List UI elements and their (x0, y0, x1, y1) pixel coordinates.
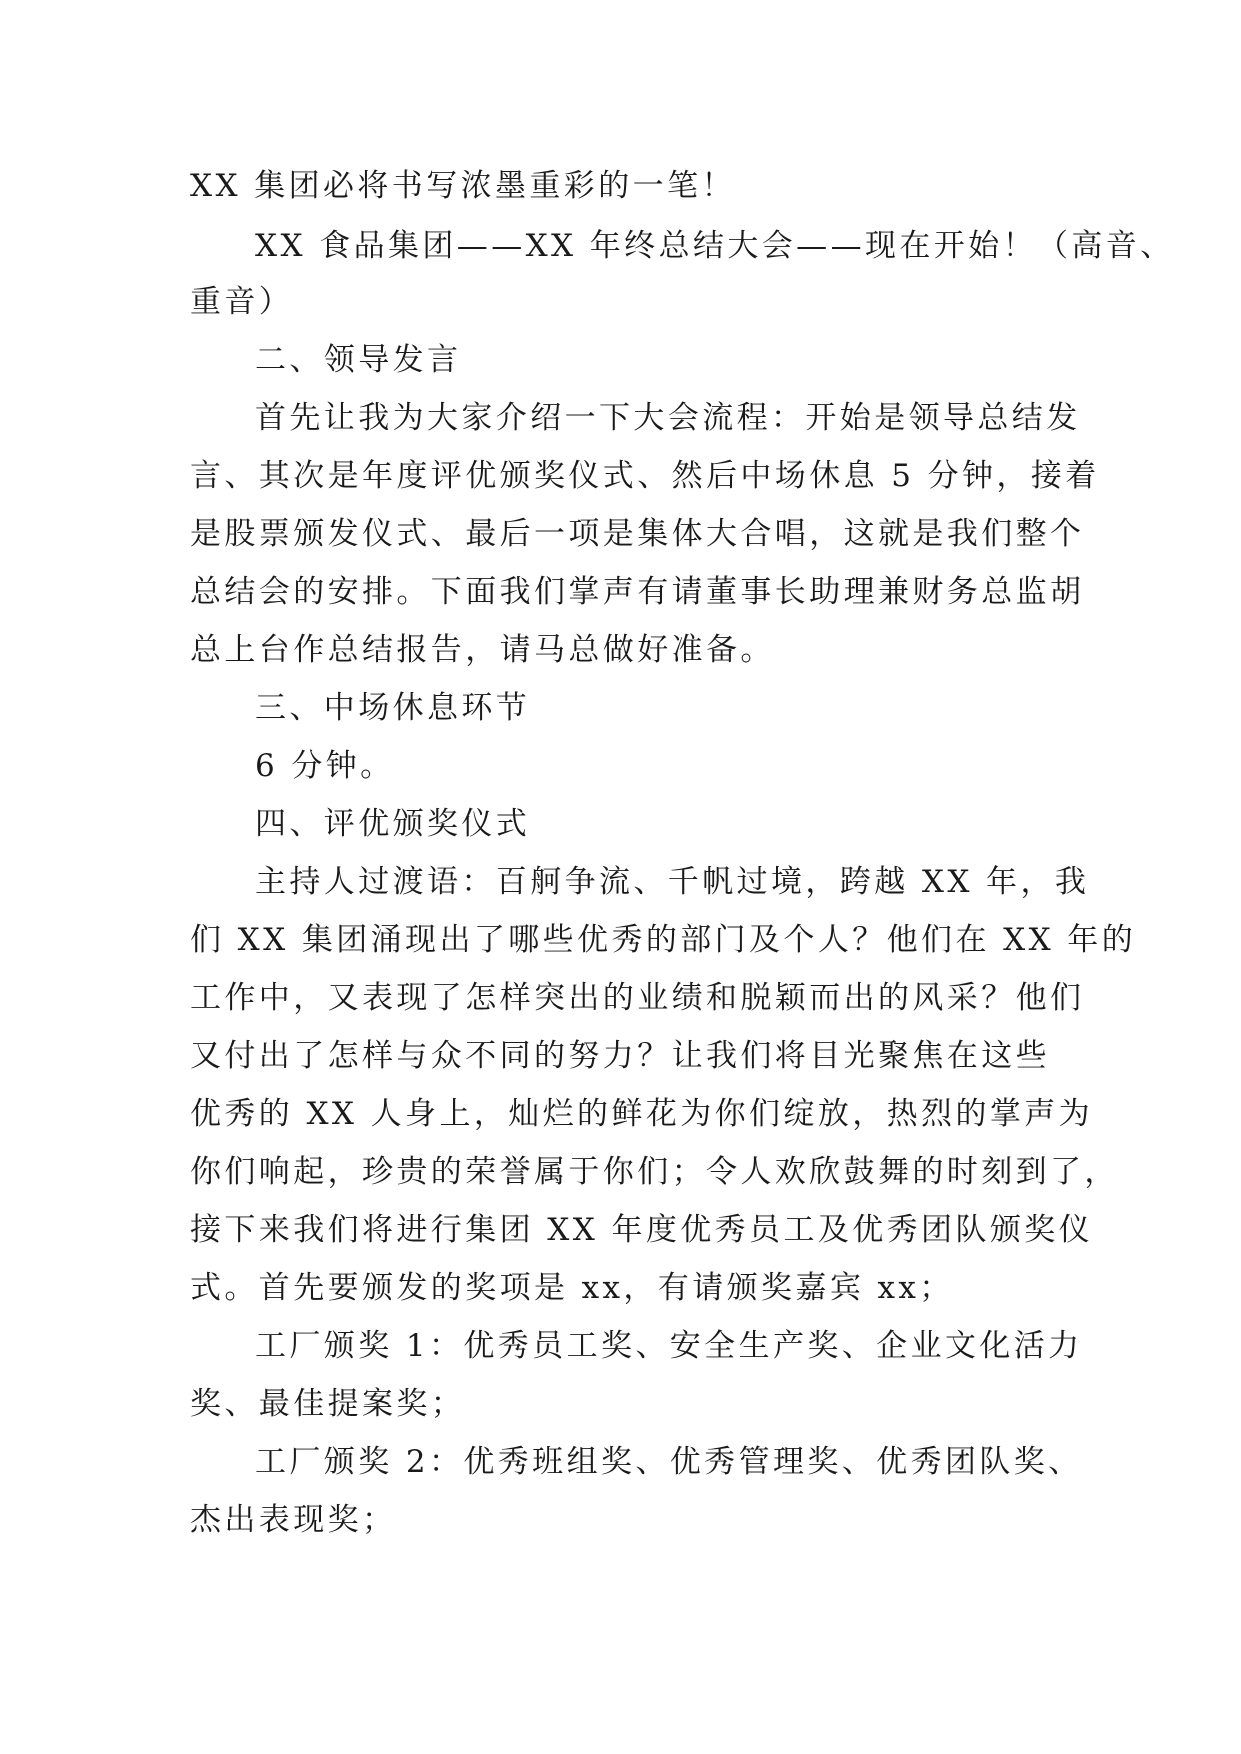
text-line: 重音） (190, 284, 294, 320)
section-heading: 二、领导发言 (255, 342, 462, 378)
text-line: 式。首先要颁发的奖项是 xx，有请颁奖嘉宾 xx； (190, 1270, 954, 1306)
section-heading: 三、中场休息环节 (255, 690, 531, 726)
text-line: 6 分钟。 (255, 748, 395, 784)
text-line: 是股票颁发仪式、最后一项是集体大合唱，这就是我们整个 (190, 516, 1085, 552)
text-line: 你们响起，珍贵的荣誉属于你们；令人欢欣鼓舞的时刻到了， (190, 1154, 1119, 1190)
text-line: 工厂颁奖 2：优秀班组奖、优秀管理奖、优秀团队奖、 (255, 1444, 1083, 1480)
text-line: 工作中，又表现了怎样突出的业绩和脱颖而出的风采？他们 (190, 980, 1085, 1016)
section-heading: 四、评优颁奖仪式 (255, 806, 531, 842)
text-line: XX 集团必将书写浓墨重彩的一笔！ (190, 168, 736, 204)
text-line: 接下来我们将进行集团 XX 年度优秀员工及优秀团队颁奖仪 (190, 1212, 1094, 1248)
text-line: 奖、最佳提案奖； (190, 1386, 466, 1422)
text-line: 主持人过渡语：百舸争流、千帆过境，跨越 XX 年，我 (255, 864, 1090, 900)
text-line: 又付出了怎样与众不同的努力？让我们将目光聚焦在这些 (190, 1038, 1050, 1074)
text-line: 首先让我为大家介绍一下大会流程：开始是领导总结发 (255, 400, 1081, 436)
text-line: 言、其次是年度评优颁奖仪式、然后中场休息 5 分钟，接着 (190, 458, 1100, 494)
text-line: XX 食品集团——XX 年终总结大会——现在开始！（高音、 (255, 228, 1175, 264)
text-line: 优秀的 XX 人身上，灿烂的鲜花为你们绽放，热烈的掌声为 (190, 1096, 1094, 1132)
text-line: 工厂颁奖 1：优秀员工奖、安全生产奖、企业文化活力 (255, 1328, 1083, 1364)
text-line: 总上台作总结报告，请马总做好准备。 (190, 632, 775, 668)
text-line: 总结会的安排。下面我们掌声有请董事长助理兼财务总监胡 (190, 574, 1085, 610)
text-line: 杰出表现奖； (190, 1502, 397, 1538)
text-line: 们 XX 集团涌现出了哪些优秀的部门及个人？他们在 XX 年的 (190, 922, 1137, 958)
